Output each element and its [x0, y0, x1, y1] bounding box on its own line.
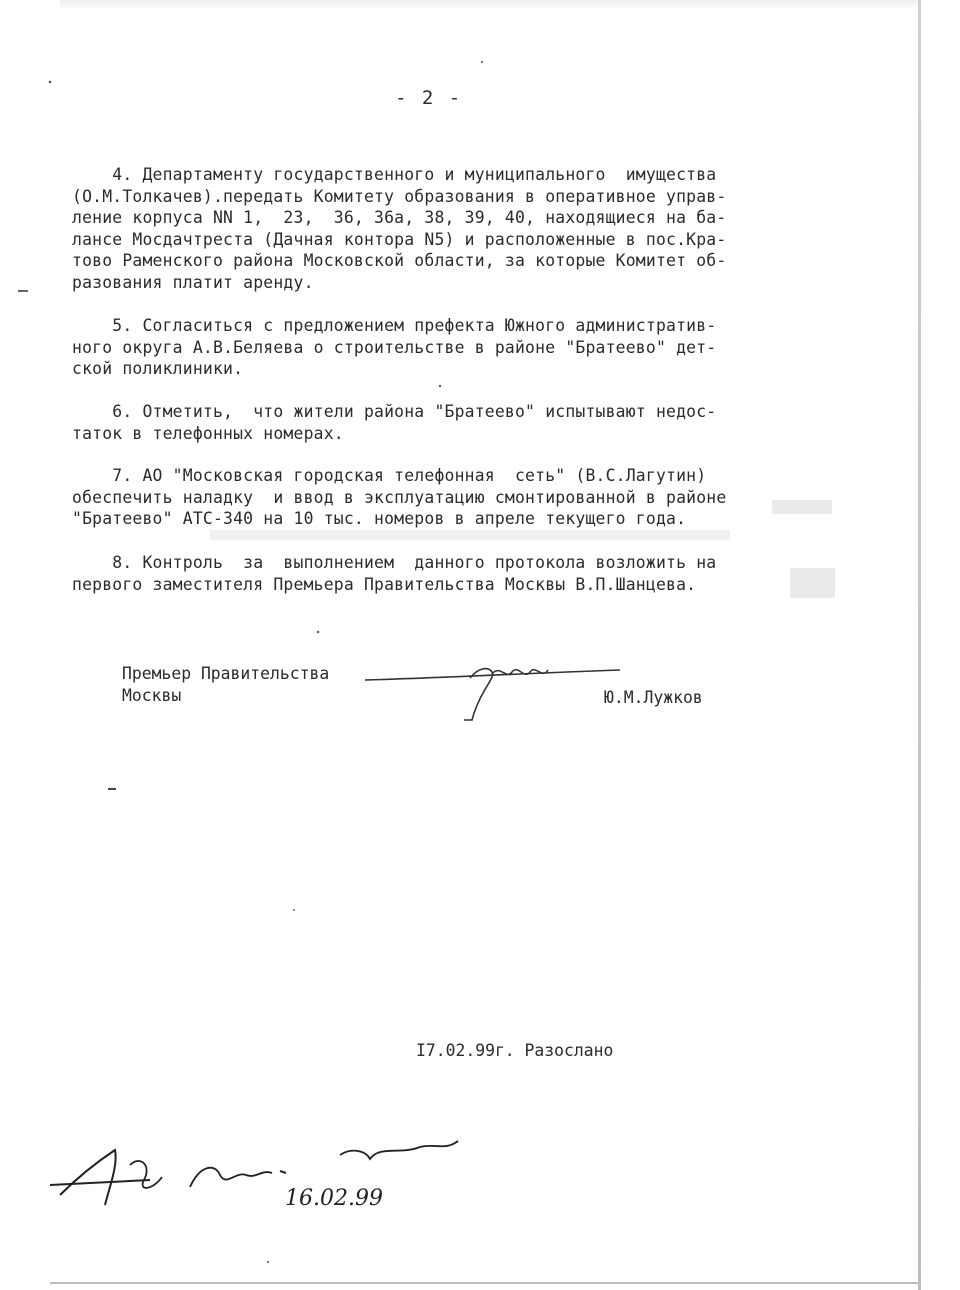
- paragraph-line: первого заместителя Премьера Правительства Москвы В.П.Шанцева.: [72, 574, 697, 594]
- paragraph-line: таток в телефонных номерах.: [72, 423, 344, 443]
- paragraph-4: [72, 164, 772, 293]
- paragraph-7: [72, 465, 772, 530]
- signatory-title-line: Премьер Правительства: [122, 664, 330, 683]
- paragraph-line: ного округа А.В.Беляева о строительстве в районе "Братеево" дет-: [72, 337, 717, 357]
- paragraph-line: обеспечить наладку и ввод в эксплуатацию смонтированной в районе: [72, 487, 727, 507]
- paragraph-line: ской поликлиники.: [72, 359, 244, 378]
- signatory-title-line: Москвы: [122, 685, 182, 705]
- paragraph-line: ление корпуса NN 1, 23, 36, 36а, 38, 39, 40, находящиеся на ба-: [72, 208, 727, 227]
- page-number: - 2 -: [395, 87, 463, 109]
- scan-top-edge: [60, 0, 918, 10]
- scan-right-edge: [918, 0, 921, 1290]
- signatory-title: [122, 663, 329, 706]
- paragraph-5: [72, 315, 772, 380]
- signatory-name: Ю.М.Лужков: [604, 688, 703, 707]
- paragraph-line: 6. Отметить, что жители района "Братеево" испытывают недос-: [72, 402, 717, 421]
- paragraph-8: [72, 552, 772, 595]
- distribution-note: I7.02.99г. Разослано: [416, 1041, 614, 1060]
- handwritten-date: 16.02.99: [285, 1186, 383, 1211]
- paragraph-line: 7. АО "Московская городская телефонная сеть" (В.С.Лагутин): [72, 466, 707, 485]
- paragraph-line: лансе Мосдачтреста (Дачная контора N5) и расположенные в пос.Кра-: [72, 229, 727, 249]
- signature-image: [360, 650, 640, 730]
- paragraph-line: разования платит аренду.: [72, 272, 314, 292]
- paragraph-line: 8. Контроль за выполнением данного протокола возложить на: [72, 553, 717, 572]
- handwritten-note-image: [40, 1125, 480, 1225]
- paragraph-line: (О.М.Толкачев).передать Комитету образования в оперативное управ-: [72, 186, 727, 206]
- paragraph-line: 5. Согласиться с предложением префекта Южного административ-: [72, 316, 717, 335]
- scan-bottom-edge: [50, 1282, 918, 1284]
- paragraph-line: "Братеево" АТС-340 на 10 тыс. номеров в апреле текущего года.: [72, 509, 687, 528]
- paragraph-line: 4. Департаменту государственного и муниципального имущества: [72, 165, 717, 184]
- paragraph-6: [72, 401, 772, 444]
- paragraph-line: тово Раменского района Московской области, за которые Комитет об-: [72, 251, 727, 270]
